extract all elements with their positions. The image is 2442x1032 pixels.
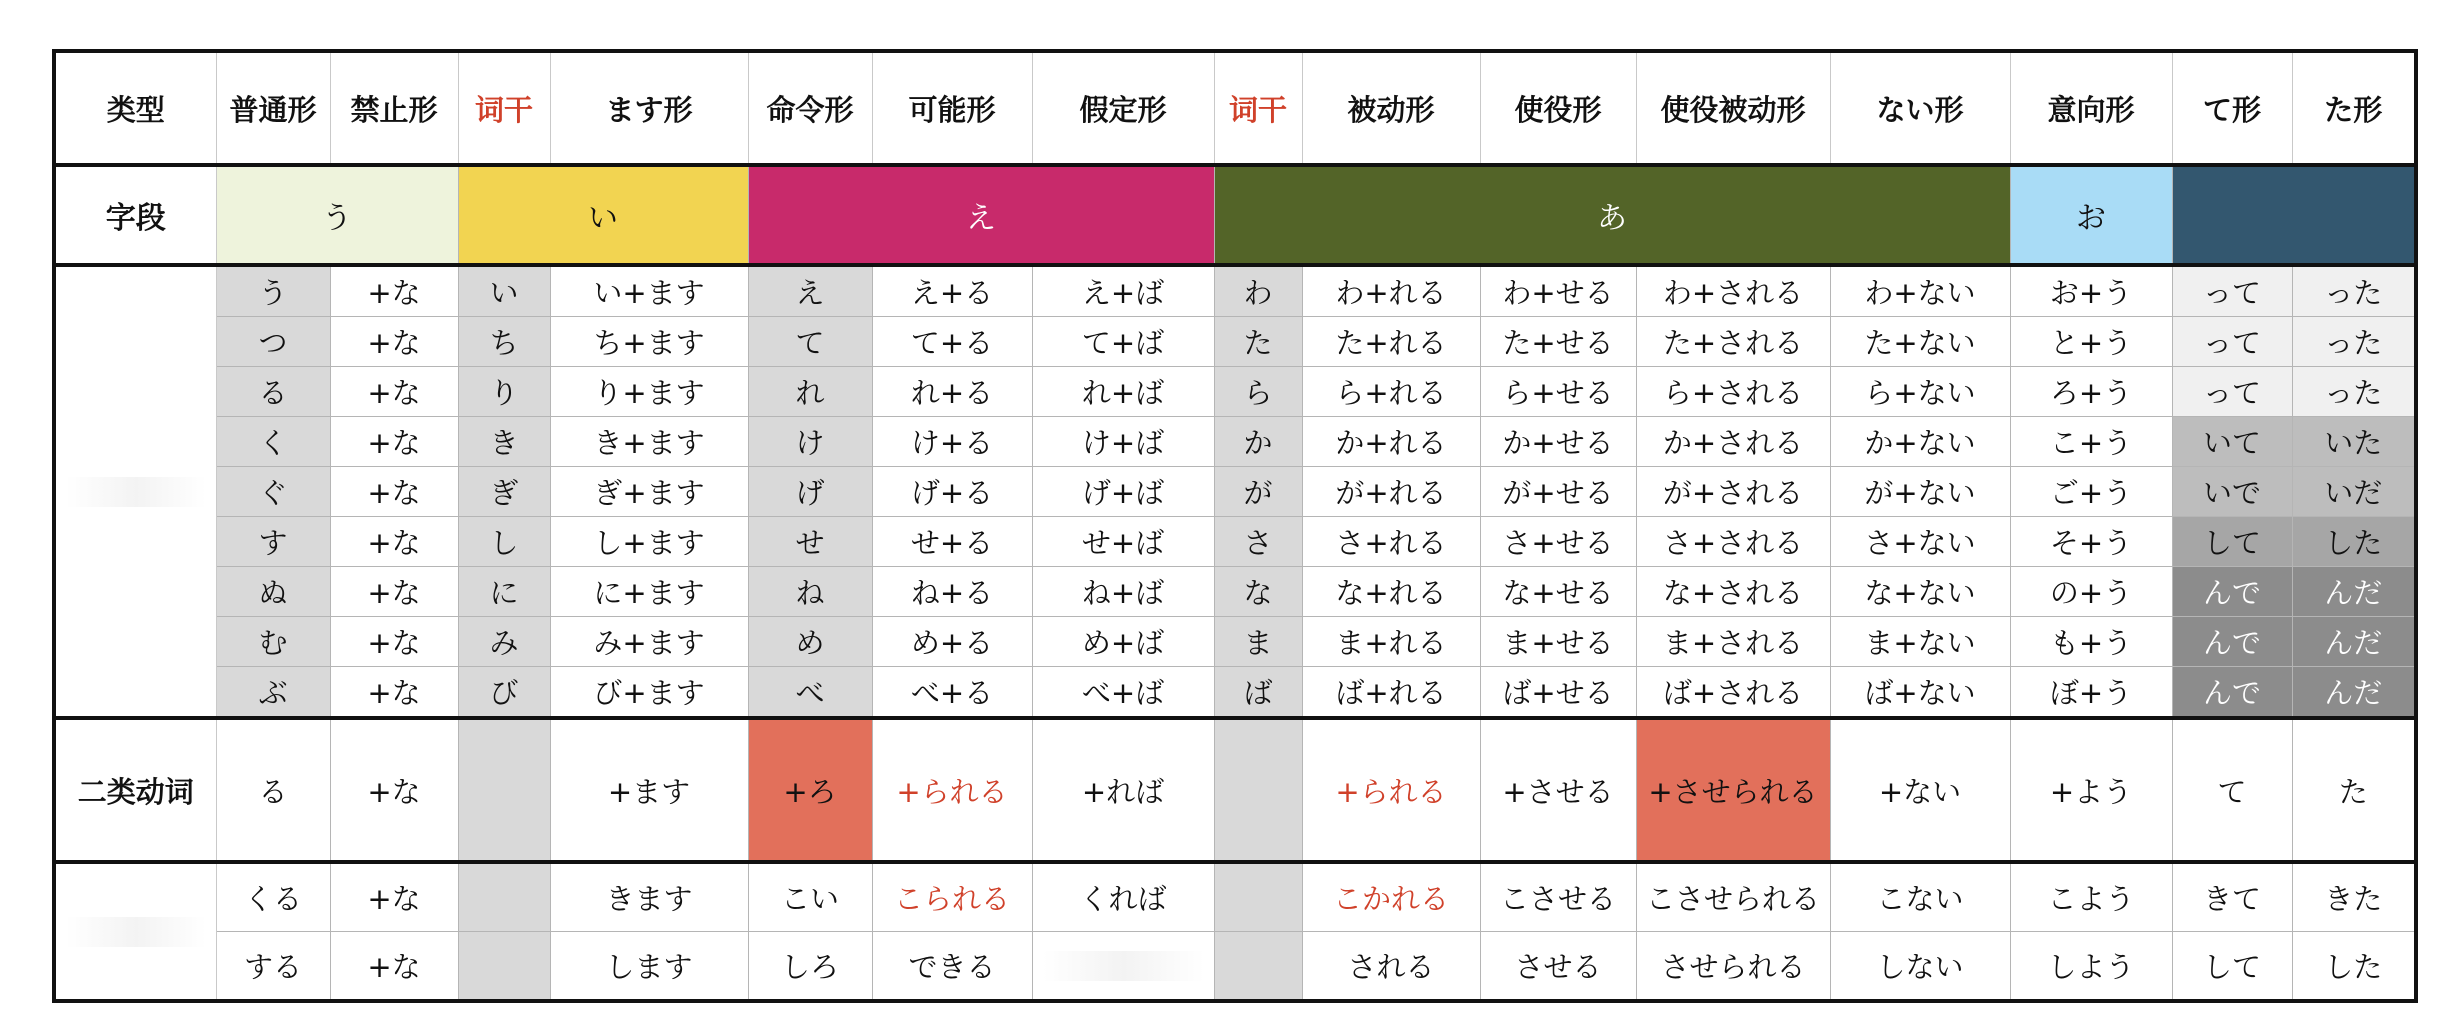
group1-row — [54, 317, 2416, 367]
conj-cell: べ+ば — [1032, 667, 1214, 719]
conj-cell — [1214, 718, 1302, 862]
duan-label: 字段 — [54, 165, 216, 265]
conj-cell: +ない — [1830, 718, 2010, 862]
conj-cell: ぬ — [216, 567, 330, 617]
conj-cell — [1032, 932, 1214, 1002]
conj-cell: +ろ — [748, 718, 872, 862]
conj-cell: +よう — [2010, 718, 2172, 862]
conj-cell: +られる — [872, 718, 1032, 862]
conj-cell — [1214, 932, 1302, 1002]
conj-cell: ら+される — [1636, 367, 1830, 417]
conj-cell: ね+ば — [1032, 567, 1214, 617]
conj-cell: わ+ない — [1830, 265, 2010, 317]
conj-cell: いだ — [2292, 467, 2416, 517]
conj-cell: た+せる — [1480, 317, 1636, 367]
conj-cell: べ — [748, 667, 872, 719]
group1-row — [54, 417, 2416, 467]
conj-cell: +な — [330, 567, 458, 617]
conj-cell: て+ば — [1032, 317, 1214, 367]
conj-cell: た — [2292, 718, 2416, 862]
group1-row — [54, 517, 2416, 567]
conj-cell: ら+れる — [1302, 367, 1480, 417]
conj-cell — [458, 932, 550, 1002]
conj-cell: し+ます — [550, 517, 748, 567]
conj-cell: せ+ば — [1032, 517, 1214, 567]
conj-cell: め+る — [872, 617, 1032, 667]
conj-cell: え — [748, 265, 872, 317]
conj-cell: +な — [330, 317, 458, 367]
conj-cell: しよう — [2010, 932, 2172, 1002]
conj-cell: される — [1302, 932, 1480, 1002]
conj-cell: け+ば — [1032, 417, 1214, 467]
conj-cell: って — [2172, 367, 2292, 417]
header-cell: た形 — [2292, 51, 2416, 165]
conj-cell: め — [748, 617, 872, 667]
header-cell: 意向形 — [2010, 51, 2172, 165]
group3-row — [54, 862, 2416, 932]
conj-cell: こい — [748, 862, 872, 932]
header-cell: 词干 — [458, 51, 550, 165]
conj-cell: ぼ+う — [2010, 667, 2172, 719]
conj-cell: せ+る — [872, 517, 1032, 567]
conj-cell: さ+れる — [1302, 517, 1480, 567]
group3-label — [54, 862, 216, 1001]
conj-cell: わ — [1214, 265, 1302, 317]
conj-cell: わ+れる — [1302, 265, 1480, 317]
conj-cell: +な — [330, 667, 458, 719]
group1-row — [54, 367, 2416, 417]
conj-cell: き+ます — [550, 417, 748, 467]
group1-row — [54, 667, 2416, 719]
conj-cell: +な — [330, 932, 458, 1002]
conj-cell: って — [2172, 317, 2292, 367]
conj-cell: み — [458, 617, 550, 667]
conj-cell — [458, 718, 550, 862]
header-cell: 禁止形 — [330, 51, 458, 165]
header-row — [54, 51, 2416, 165]
header-cell: 词干 — [1214, 51, 1302, 165]
conj-cell: +な — [330, 517, 458, 567]
conj-cell: こよう — [2010, 862, 2172, 932]
conj-cell: び+ます — [550, 667, 748, 719]
duan-row — [54, 165, 2416, 265]
conj-cell: ば+される — [1636, 667, 1830, 719]
faded-cell — [1043, 951, 1204, 981]
conj-cell: +な — [330, 718, 458, 862]
duan-a: あ — [1214, 165, 2010, 265]
conj-cell: んだ — [2292, 667, 2416, 719]
conj-cell: +な — [330, 367, 458, 417]
conj-cell: ま+ない — [1830, 617, 2010, 667]
conj-cell: れ+ば — [1032, 367, 1214, 417]
conj-cell: と+う — [2010, 317, 2172, 367]
conj-cell: か+せる — [1480, 417, 1636, 467]
faded-label — [66, 477, 206, 507]
conj-cell: つ — [216, 317, 330, 367]
faded-label — [66, 917, 206, 947]
conj-cell: ぐ — [216, 467, 330, 517]
conj-cell: んで — [2172, 567, 2292, 617]
group1-row — [54, 567, 2416, 617]
conj-cell: ぎ — [458, 467, 550, 517]
conj-cell: ら+ない — [1830, 367, 2010, 417]
conj-cell: め+ば — [1032, 617, 1214, 667]
conj-cell: んだ — [2292, 567, 2416, 617]
conj-cell: ま+せる — [1480, 617, 1636, 667]
header-cell: 普通形 — [216, 51, 330, 165]
header-cell: ます形 — [550, 51, 748, 165]
conj-cell: れ — [748, 367, 872, 417]
conj-cell: た+れる — [1302, 317, 1480, 367]
conj-cell: か — [1214, 417, 1302, 467]
conj-cell: が+せる — [1480, 467, 1636, 517]
conj-cell: こかれる — [1302, 862, 1480, 932]
conj-cell: ば — [1214, 667, 1302, 719]
conj-cell: こさせられる — [1636, 862, 1830, 932]
group1-row — [54, 467, 2416, 517]
conj-cell: し — [458, 517, 550, 567]
conj-cell: +させられる — [1636, 718, 1830, 862]
conj-cell: きた — [2292, 862, 2416, 932]
conj-cell: ま+れる — [1302, 617, 1480, 667]
conj-cell: る — [216, 367, 330, 417]
duan-e: え — [748, 165, 1214, 265]
conj-cell: な+れる — [1302, 567, 1480, 617]
conj-cell: う — [216, 265, 330, 317]
group1-row — [54, 617, 2416, 667]
conj-cell: +な — [330, 617, 458, 667]
conj-cell: +な — [330, 862, 458, 932]
conjugation-table — [52, 49, 2418, 1003]
conj-cell: する — [216, 932, 330, 1002]
conj-cell: ち — [458, 317, 550, 367]
conj-cell: ち+ます — [550, 317, 748, 367]
conj-cell: しろ — [748, 932, 872, 1002]
conj-cell: こられる — [872, 862, 1032, 932]
conj-cell: った — [2292, 367, 2416, 417]
conj-cell: しない — [1830, 932, 2010, 1002]
conj-cell: +ます — [550, 718, 748, 862]
conj-cell: +な — [330, 265, 458, 317]
conj-cell: な+せる — [1480, 567, 1636, 617]
conj-cell: び — [458, 667, 550, 719]
header-cell: 命令形 — [748, 51, 872, 165]
conj-cell: が+れる — [1302, 467, 1480, 517]
conj-cell: ば+れる — [1302, 667, 1480, 719]
conj-cell: ぶ — [216, 667, 330, 719]
conj-cell: ま+される — [1636, 617, 1830, 667]
conj-cell: ね — [748, 567, 872, 617]
conj-cell: くる — [216, 862, 330, 932]
header-cell: 假定形 — [1032, 51, 1214, 165]
conj-cell: げ+ば — [1032, 467, 1214, 517]
conj-cell: て — [748, 317, 872, 367]
conj-cell: か+される — [1636, 417, 1830, 467]
conj-cell: れ+る — [872, 367, 1032, 417]
header-cell: 使役形 — [1480, 51, 1636, 165]
conj-cell: け+る — [872, 417, 1032, 467]
conj-cell: た+ない — [1830, 317, 2010, 367]
conj-cell: わ+せる — [1480, 265, 1636, 317]
conj-cell: した — [2292, 517, 2416, 567]
header-cell: 类型 — [54, 51, 216, 165]
conj-cell: の+う — [2010, 567, 2172, 617]
conj-cell: くれば — [1032, 862, 1214, 932]
conj-cell: て — [2172, 718, 2292, 862]
conj-cell: +させる — [1480, 718, 1636, 862]
duan-i: い — [458, 165, 748, 265]
conj-cell: む — [216, 617, 330, 667]
conj-cell: が+ない — [1830, 467, 2010, 517]
conj-cell: え+る — [872, 265, 1032, 317]
conj-cell: いで — [2172, 467, 2292, 517]
conj-cell: ば+ない — [1830, 667, 2010, 719]
conj-cell: します — [550, 932, 748, 1002]
conj-cell: った — [2292, 265, 2416, 317]
conj-cell: さ+せる — [1480, 517, 1636, 567]
conj-cell: せ — [748, 517, 872, 567]
conj-cell: さ+される — [1636, 517, 1830, 567]
header-cell: 被动形 — [1302, 51, 1480, 165]
conj-cell: た — [1214, 317, 1302, 367]
conj-cell: け — [748, 417, 872, 467]
duan-te-ta-band — [2172, 165, 2416, 265]
group1-row — [54, 265, 2416, 317]
conj-cell: いて — [2172, 417, 2292, 467]
conj-cell: り — [458, 367, 550, 417]
conj-cell: させる — [1480, 932, 1636, 1002]
conj-cell: げ+る — [872, 467, 1032, 517]
conj-cell: +れば — [1032, 718, 1214, 862]
conj-cell — [458, 862, 550, 932]
conj-cell: そ+う — [2010, 517, 2172, 567]
group2-row — [54, 718, 2416, 862]
conj-cell: か+れる — [1302, 417, 1480, 467]
conj-cell: ぎ+ます — [550, 467, 748, 517]
conj-cell: な+される — [1636, 567, 1830, 617]
conj-cell: こない — [1830, 862, 2010, 932]
conj-cell: して — [2172, 932, 2292, 1002]
conj-cell: いた — [2292, 417, 2416, 467]
conj-cell: げ — [748, 467, 872, 517]
conj-cell: +な — [330, 467, 458, 517]
conj-cell: べ+る — [872, 667, 1032, 719]
conj-cell: に — [458, 567, 550, 617]
conj-cell: が+される — [1636, 467, 1830, 517]
conj-cell: ら — [1214, 367, 1302, 417]
conj-cell: え+ば — [1032, 265, 1214, 317]
conj-cell: ろ+う — [2010, 367, 2172, 417]
conj-cell: きます — [550, 862, 748, 932]
conj-cell: さ — [1214, 517, 1302, 567]
conj-cell: な — [1214, 567, 1302, 617]
conj-cell: さ+ない — [1830, 517, 2010, 567]
conj-cell: ま — [1214, 617, 1302, 667]
conj-cell: い — [458, 265, 550, 317]
conj-cell — [1214, 862, 1302, 932]
conj-cell: って — [2172, 265, 2292, 317]
conj-cell: こ+う — [2010, 417, 2172, 467]
conj-cell: わ+される — [1636, 265, 1830, 317]
conj-cell: い+ます — [550, 265, 748, 317]
group3-row — [54, 932, 2416, 1002]
conj-cell: させられる — [1636, 932, 1830, 1002]
duan-o: お — [2010, 165, 2172, 265]
conj-cell: ば+せる — [1480, 667, 1636, 719]
conj-cell: が — [1214, 467, 1302, 517]
conj-cell: お+う — [2010, 265, 2172, 317]
conj-cell: か+ない — [1830, 417, 2010, 467]
conj-cell: く — [216, 417, 330, 467]
conj-cell: な+ない — [1830, 567, 2010, 617]
conj-cell: った — [2292, 317, 2416, 367]
conj-cell: して — [2172, 517, 2292, 567]
conj-cell: ら+せる — [1480, 367, 1636, 417]
conj-cell: た+される — [1636, 317, 1830, 367]
conj-cell: て+る — [872, 317, 1032, 367]
conj-cell: に+ます — [550, 567, 748, 617]
conj-cell: +な — [330, 417, 458, 467]
group1-label — [54, 265, 216, 718]
header-cell: 使役被动形 — [1636, 51, 1830, 165]
header-cell: 可能形 — [872, 51, 1032, 165]
header-cell: ない形 — [1830, 51, 2010, 165]
conj-cell: んで — [2172, 667, 2292, 719]
conj-cell: ご+う — [2010, 467, 2172, 517]
duan-u: う — [216, 165, 458, 265]
conj-cell: も+う — [2010, 617, 2172, 667]
conj-cell: +られる — [1302, 718, 1480, 862]
group2-label: 二类动词 — [54, 718, 216, 862]
conj-cell: る — [216, 718, 330, 862]
conj-cell: ね+る — [872, 567, 1032, 617]
conj-cell: できる — [872, 932, 1032, 1002]
conj-cell: り+ます — [550, 367, 748, 417]
conj-cell: きて — [2172, 862, 2292, 932]
conj-cell: んで — [2172, 617, 2292, 667]
conj-cell: き — [458, 417, 550, 467]
conj-cell: んだ — [2292, 617, 2416, 667]
conj-cell: み+ます — [550, 617, 748, 667]
conj-cell: した — [2292, 932, 2416, 1002]
conj-cell: す — [216, 517, 330, 567]
conj-cell: こさせる — [1480, 862, 1636, 932]
header-cell: て形 — [2172, 51, 2292, 165]
